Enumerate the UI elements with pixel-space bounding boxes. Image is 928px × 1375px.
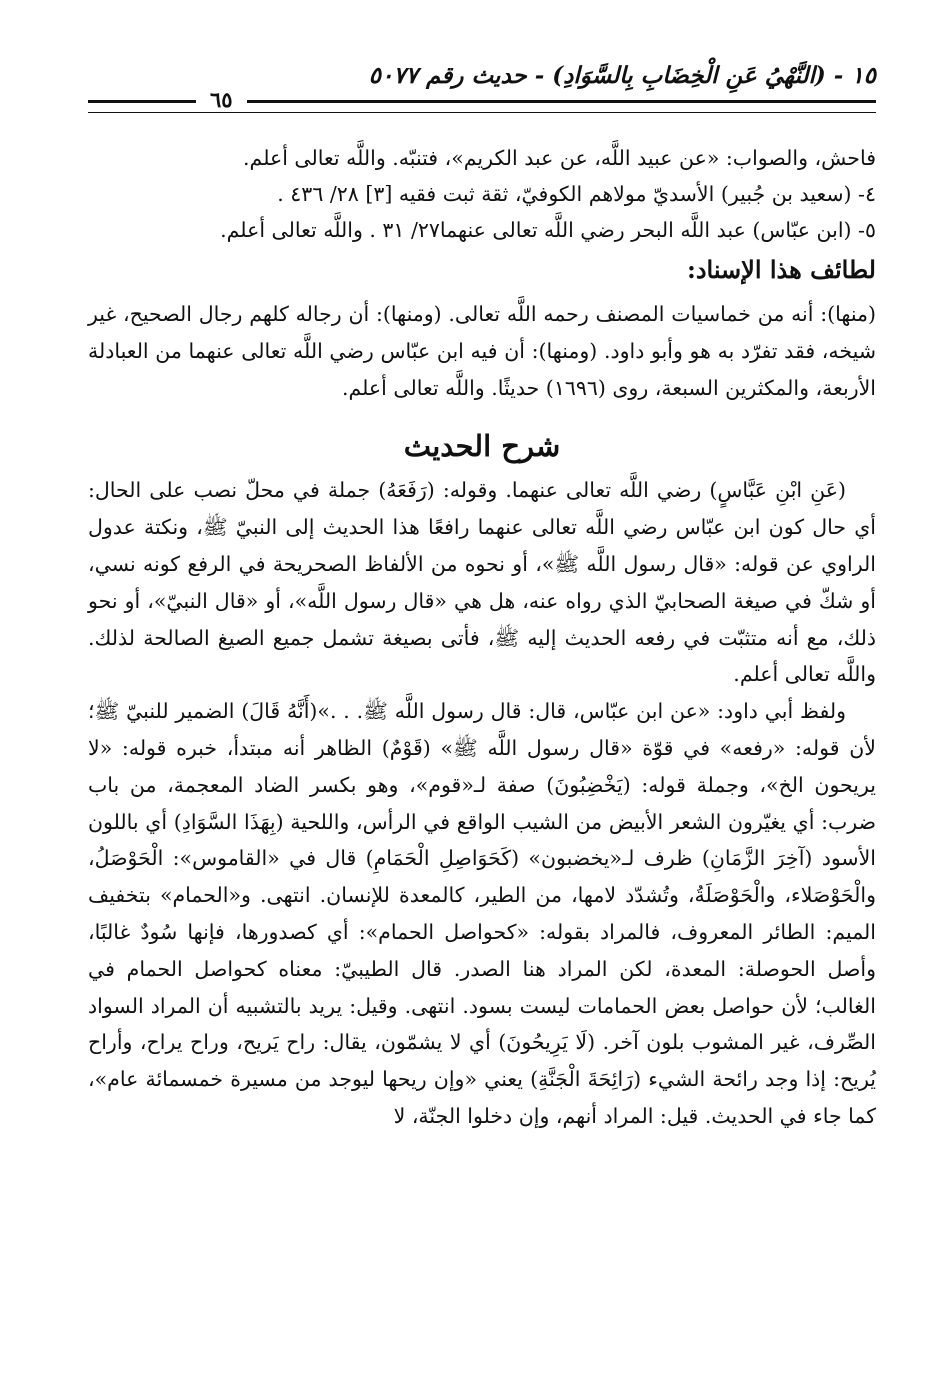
lataif-paragraph: (منها): أنه من خماسيات المصنف رحمه اللَّه تعالى. (ومنها): أن رجاله كلهم رجال الصحيح، غير شيخه، فقد تفرّد به هو وأبو داود. (ومنها): أن فيه ابن عبّاس رضي اللَّه تعالى عنهما من العبادلة الأربعة، والمكثرين السبعة، روى (١٦٩٦) حديثًا. واللَّه تعالى أعلم.	[88, 302, 876, 400]
sharh-paragraph: (عَنِ ابْنِ عَبَّاسٍ) رضي اللَّه تعالى عنهما. وقوله: (رَفَعَهُ) جملة في محلّ نصب على الحال: أي حال كون ابن عبّاس رضي اللَّه تعالى عنهما رافعًا هذا الحديث إلى النبيّ ﷺ، ونكتة عدول الراوي عن قوله: «قال رسول اللَّه ﷺ»، أو نحوه من الألفاظ الصحريحة في الرفع كونه نسي، أو شكّ في صيغة الصحابيّ الذي رواه عنه، هل هي «قال رسول اللَّه»، أو «قال النبيّ»، أو نحو ذلك، مع أنه متثبّت في رفعه الحديث إليه ﷺ، فأتى بصيغة تشمل جميع الصيغ الصالحة لذلك. واللَّه تعالى أعلم.	[88, 478, 876, 687]
narrator-entry: ٤- (سعيد بن جُبير) الأسديّ مولاهم الكوفيّ، ثقة ثبت فقيه [٣] ٢٨/ ٤٣٦ .	[277, 182, 876, 206]
header-title: ١٥ - (النَّهْيُ عَنِ الْخِضَابِ بِالسَّوَادِ) - حديث رقم ٥٠٧٧	[368, 62, 876, 89]
page-number: ٦٥	[196, 87, 247, 112]
sharh-paragraph: ولفظ أبي داود: «عن ابن عبّاس، قال: قال رسول اللَّه ﷺ. . .»(أَنَّهُ قَالَ) الضمير للنبيّ ﷺ؛ لأن قوله: «رفعه» في قوّة «قال رسول اللَّه ﷺ» (قَوْمٌ) الظاهر أنه مبتدأ، خبره قوله: «لا يريحون الخ»، وجملة قوله: (يَخْضِبُونَ) صفة لـ«قوم»، وهو بكسر الضاد المعجمة، من باب ضرب: أي يغيّرون الشعر الأبيض من الشيب الواقع في الرأس، واللحية (بِهَذَا السَّوَادِ) أي باللون الأسود (آخِرَ الزَّمَانِ) ظرف لـ«يخضبون» (كَحَوَاصِلِ الْحَمَامِ) قال في «القاموس»: الْحَوْصَلُ، والْحَوْصَلاء، والْحَوْصَلَةُ، وتُشدّد لامها، من الطير، كالمعدة للإنسان. انتهى. و«الحمام» بتخفيف الميم: الطائر المعروف، فالمراد بقوله: «كحواصل الحمام»: أي كصدورها، فإنها سُودٌ غالبًا، وأصل الحوصلة: المعدة، لكن المراد هنا الصدر. قال الطيبيّ: معناه كحواصل الحمام في الغالب؛ لأن حواصل بعض الحمامات ليست بسود. انتهى. وقيل: يريد بالتشبيه أن المراد السواد الصِّرف، غير المشوب بلون آخر. (لَا يَرِيحُونَ) أي لا يشمّون، يقال: راح يَريح، وراح يراح، وأراح يُريح: إذا وجد رائحة الشيء (رَائِحَةَ الْجَنَّةِ) يعني «وإن ريحها ليوجد من مسيرة خمسمائة عام»، كما جاء في الحديث. قيل: المراد أنهم، وإن دخلوا الجنّة، لا	[88, 699, 876, 1128]
running-header	[88, 62, 876, 112]
narrator-note: فاحش، والصواب: «عن عبيد اللَّه، عن عبد الكريم»، فتنبّه. واللَّه تعالى أعلم.	[243, 146, 876, 170]
narrator-entry: ٥- (ابن عبّاس) عبد اللَّه البحر رضي اللَّه تعالى عنهما٢٧/ ٣١ . واللَّه تعالى أعلم.	[220, 218, 876, 242]
section-heading-sharh: شرح الحديث	[403, 429, 561, 464]
page-body	[88, 140, 876, 1135]
narrators-list	[88, 140, 876, 248]
section-heading-lataif: لطائف هذا الإسناد:	[686, 255, 876, 284]
